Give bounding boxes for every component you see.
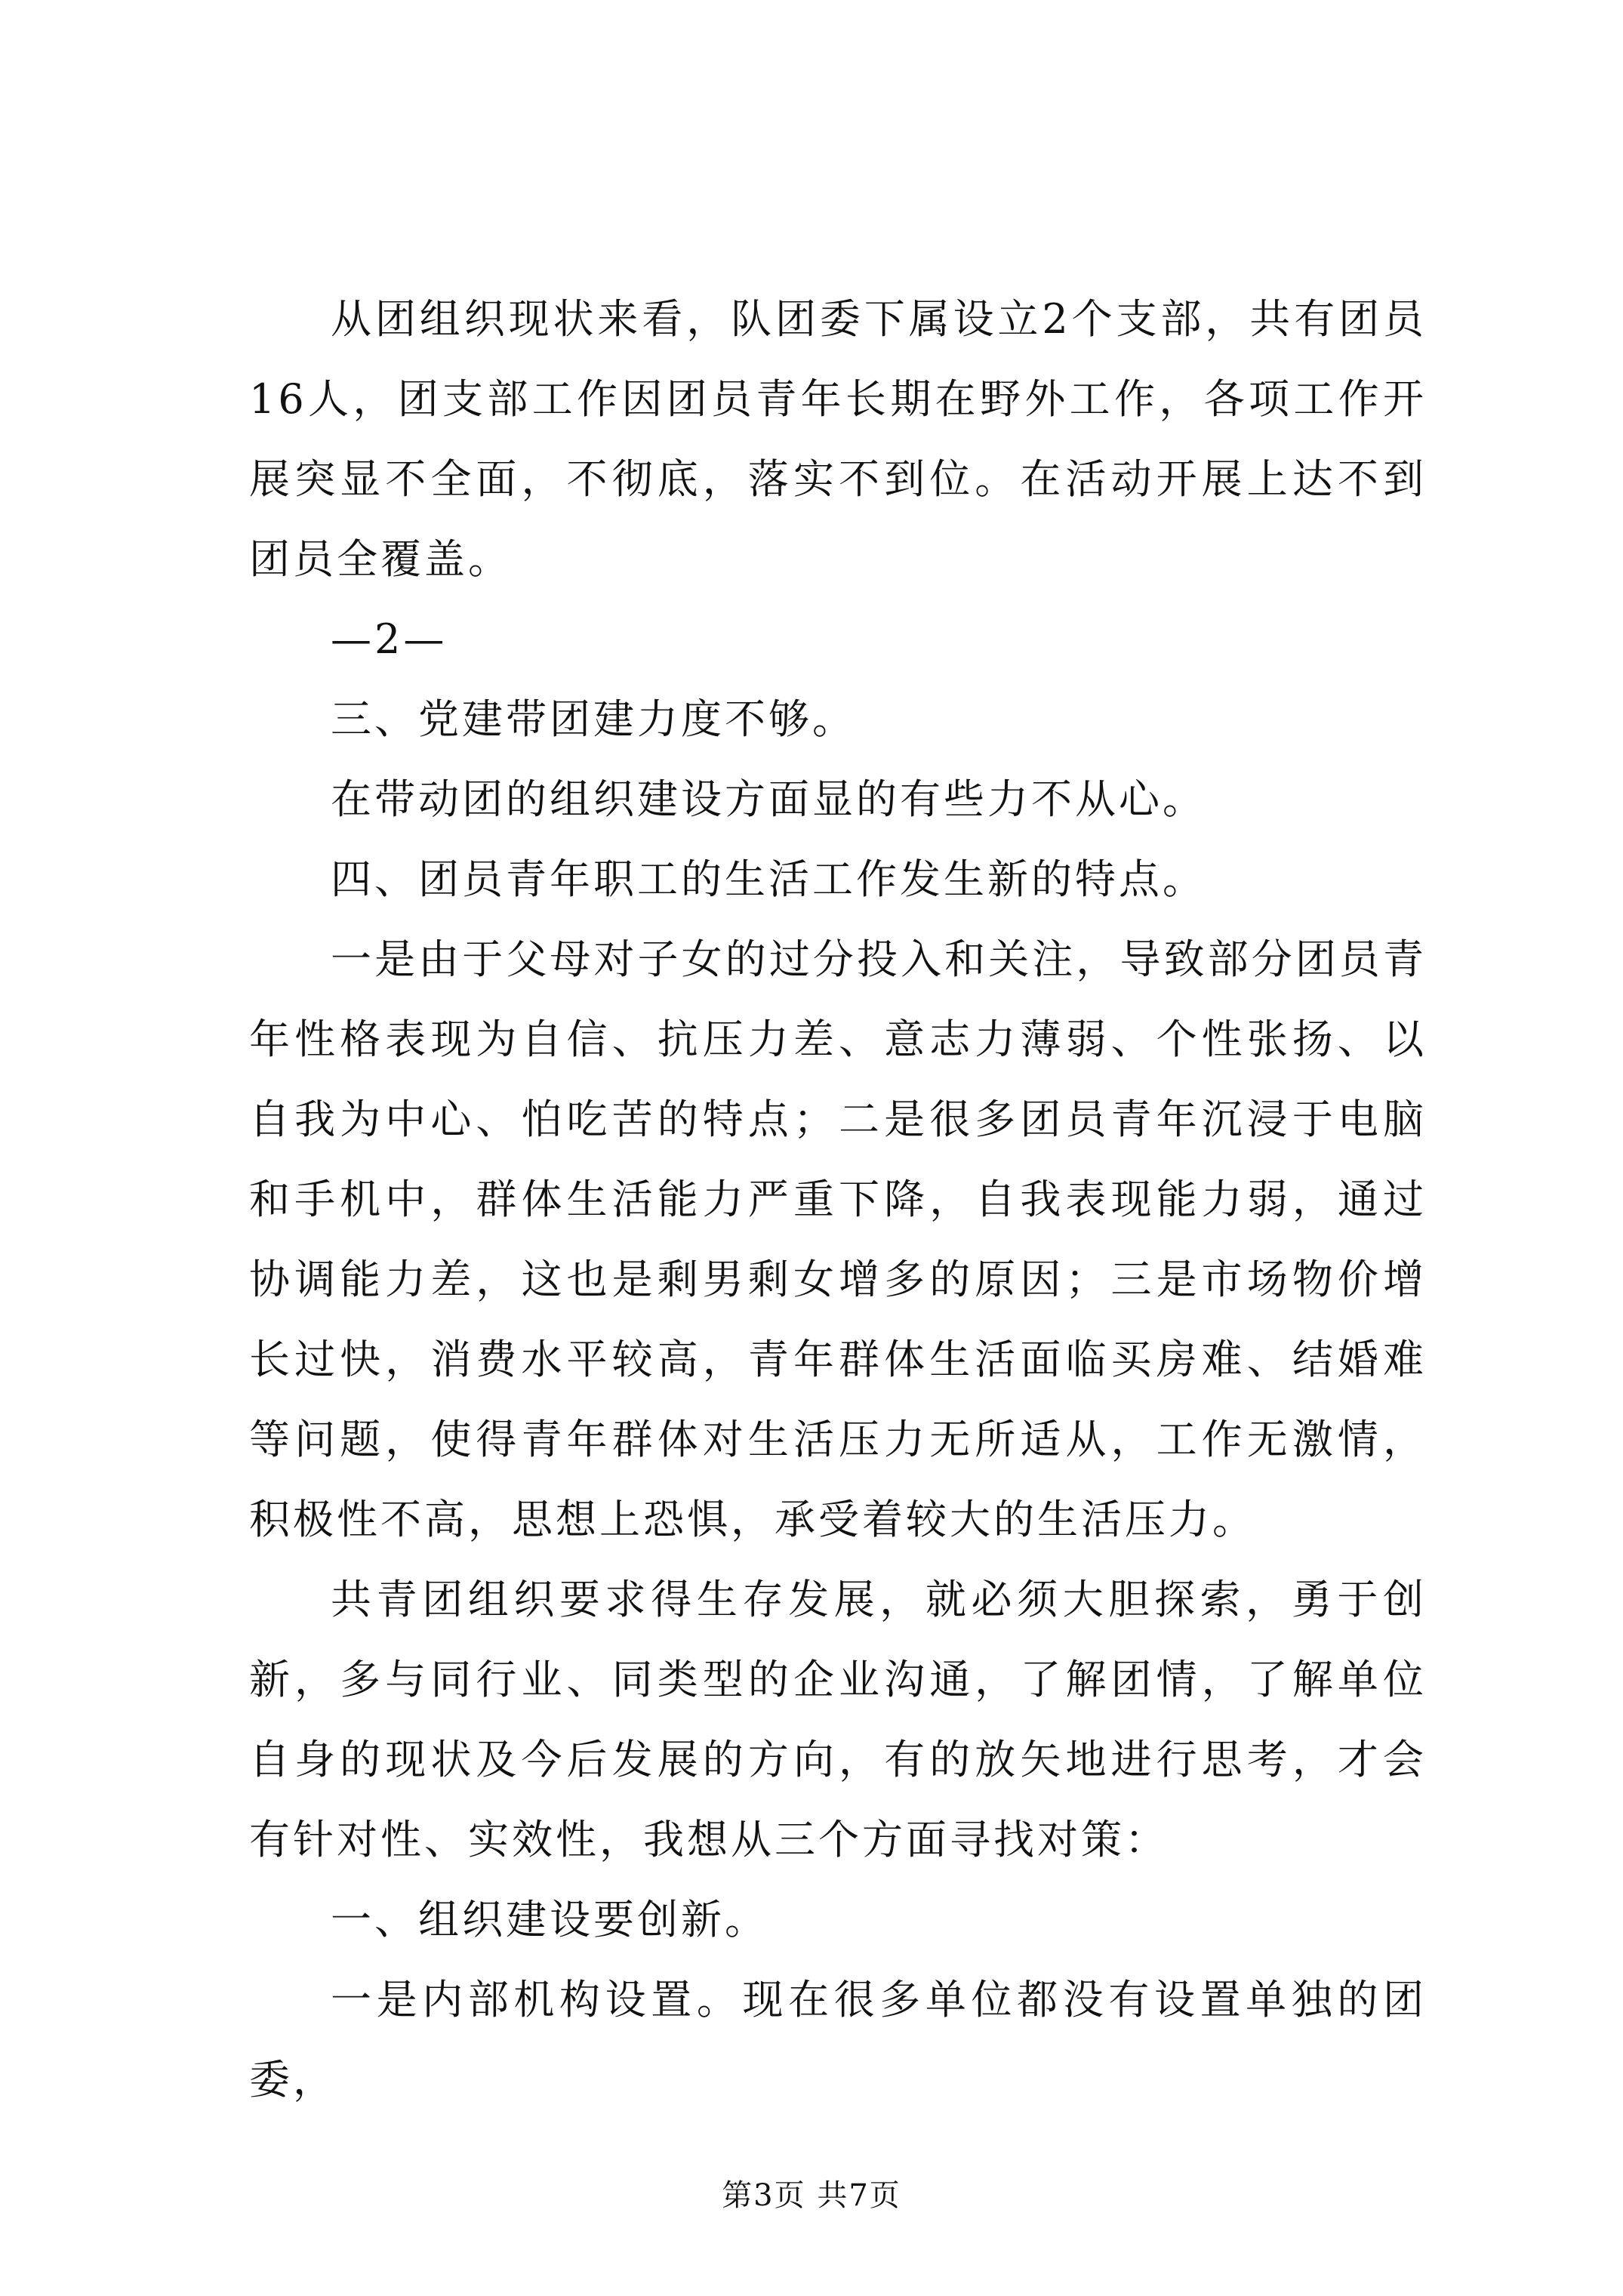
paragraph-countermeasures: 共青团组织要求得生存发展，就必须大胆探索，勇于创新，多与同行业、同类型的企业沟通，了解团情，了解单位自身的现状及今后发展的方向，有的放矢地进行思考，才会有针对性、实效性，我想从三个方面寻找对策： bbox=[249, 1576, 1427, 1863]
paragraph-party-building: 在带动团的组织建设方面显的有些力不从心。 bbox=[331, 775, 1206, 823]
document-body bbox=[249, 279, 1427, 2120]
heading-youth-characteristics: 四、团员青年职工的生活工作发生新的特点。 bbox=[331, 855, 1206, 903]
heading-organization-innovation: 一、组织建设要创新。 bbox=[331, 1896, 768, 1943]
paragraph-organization-status: 从团组织现状来看，队团委下属设立2个支部，共有团员16人，团支部工作因团员青年长期在野外工作，各项工作开展突显不全面，不彻底，落实不到位。在活动开展上达不到团员全覆盖。 bbox=[249, 295, 1427, 583]
page-footer: 第3页 共7页 bbox=[722, 2178, 901, 2213]
heading-party-building: 三、党建带团建力度不够。 bbox=[331, 695, 856, 743]
page-marker: —2— bbox=[331, 615, 448, 663]
paragraph-internal-structure: 一是内部机构设置。现在很多单位都没有设置单独的团委， bbox=[249, 1976, 1427, 2103]
paragraph-youth-characteristics: 一是由于父母对子女的过分投入和关注，导致部分团员青年性格表现为自信、抗压力差、意志力薄弱、个性张扬、以自我为中心、怕吃苦的特点；二是很多团员青年沉浸于电脑和手机中，群体生活能力严重下降，自我表现能力弱，通过协调能力差，这也是剩男剩女增多的原因；三是市场物价增长过快，消费水平较高，青年群体生活面临买房难、结婚难等问题，使得青年群体对生活压力无所适从，工作无激情，积极性不高，思想上恐惧，承受着较大的生活压力。 bbox=[249, 935, 1427, 1543]
